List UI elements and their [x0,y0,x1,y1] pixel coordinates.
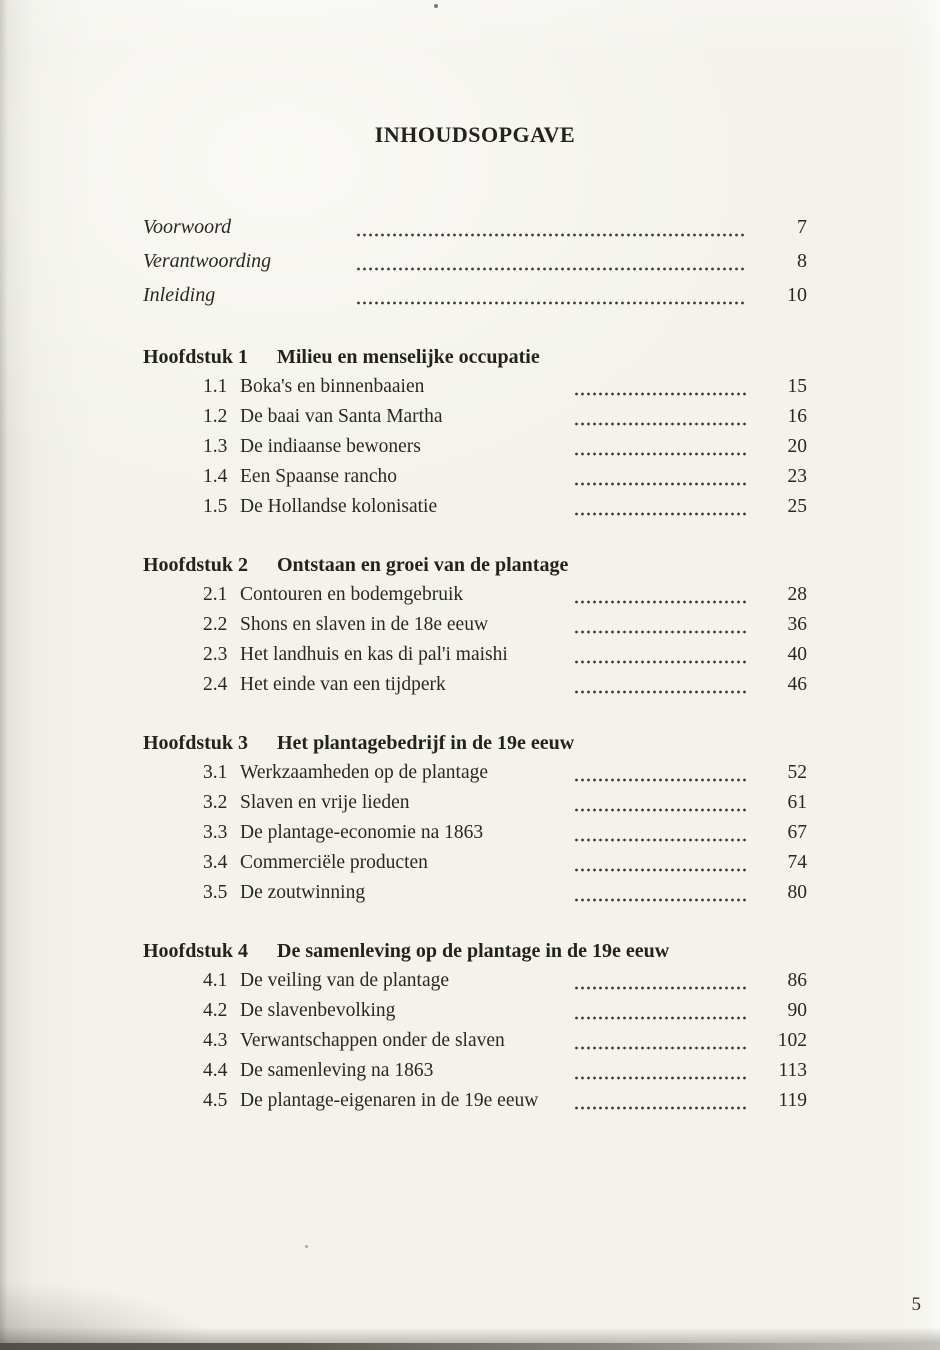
entry-title: De veiling van de plantage [240,970,450,991]
entry-page: 46 [787,674,807,695]
entry-number: 1.3 [203,436,228,457]
dot-leader [575,838,747,842]
entry-number: 4.4 [203,1060,228,1081]
entry-number: 2.1 [203,584,228,605]
chapter-label: Hoofdstuk 2 [143,554,249,576]
entry-title: Het einde van een tijdperk [240,674,446,695]
entry-number: 3.5 [203,882,228,903]
toc-entry [143,244,807,278]
entry-title: De zoutwinning [240,882,366,903]
entry-title: De baai van Santa Martha [240,406,443,427]
dot-leader [575,868,747,872]
entry-title: De samenleving na 1863 [240,1060,434,1081]
toc-entry [143,1056,807,1086]
chapter-label: Hoofdstuk 3 [143,732,249,754]
entry-title: Verantwoording [143,250,272,272]
chapter-heading [143,936,807,966]
entry-page: 40 [787,644,807,665]
entry-title: Boka's en binnenbaaien [240,376,425,397]
dot-leader [357,233,747,237]
toc-entry [143,372,807,402]
entry-page: 102 [777,1030,807,1051]
dot-leader [575,392,747,396]
dot-leader [575,1106,747,1110]
dot-leader [575,1016,747,1020]
dot-leader [575,1076,747,1080]
entry-page: 20 [787,436,807,457]
entry-page: 86 [787,970,807,991]
dot-leader [575,600,747,604]
entry-title: Werkzaamheden op de plantage [240,762,489,783]
dot-leader [575,630,747,634]
entry-number: 3.4 [203,852,228,873]
chapter-block [143,342,807,522]
scan-speck [434,4,438,8]
entry-page: 16 [787,406,807,427]
entry-title: Voorwoord [143,216,232,238]
entry-number: 3.2 [203,792,228,813]
chapter-heading [143,342,807,372]
toc-entry [143,848,807,878]
toc-entry [143,640,807,670]
chapter-heading [143,550,807,580]
entry-number: 1.1 [203,376,228,397]
entry-number: 3.3 [203,822,228,843]
entry-page: 25 [787,496,807,517]
dot-leader [575,452,747,456]
toc-page [143,122,807,1116]
dot-leader [575,1046,747,1050]
scan-edge-strip [0,1343,940,1350]
dot-leader [575,808,747,812]
toc-entry [143,1086,807,1116]
toc-entry [143,878,807,908]
entry-title: Het landhuis en kas di pal'i maishi [240,644,508,665]
entry-page: 52 [787,762,807,783]
front-matter-section [143,210,807,312]
entry-title: De plantage-economie na 1863 [240,822,484,843]
scan-corner-shadow [0,1280,220,1350]
toc-entry [143,278,807,312]
toc-entry [143,462,807,492]
toc-entry [143,758,807,788]
entry-number: 4.3 [203,1030,228,1051]
entry-number: 1.5 [203,496,228,517]
entry-page: 113 [778,1060,807,1081]
chapter-label: Hoofdstuk 1 [143,346,249,368]
entry-page: 23 [787,466,807,487]
chapter-block [143,728,807,908]
entry-title: Commerciële producten [240,852,428,873]
dot-leader [575,986,747,990]
toc-entry [143,432,807,462]
entry-title: Inleiding [143,284,216,306]
entry-page: 15 [787,376,807,397]
toc-entry [143,210,807,244]
entry-page: 67 [787,822,807,843]
dot-leader [575,482,747,486]
page-title: INHOUDSOPGAVE [374,122,576,147]
entry-page: 80 [787,882,807,903]
entry-number: 4.2 [203,1000,228,1021]
entry-page: 10 [787,284,807,306]
scan-speck [305,1245,308,1248]
entry-number: 3.1 [203,762,228,783]
entry-page: 28 [787,584,807,605]
chapter-block [143,936,807,1116]
entry-number: 1.2 [203,406,228,427]
chapter-heading [143,728,807,758]
toc-entry [143,996,807,1026]
toc-entry [143,580,807,610]
dot-leader [575,422,747,426]
entry-number: 2.3 [203,644,228,665]
toc-entry [143,1026,807,1056]
chapter-title: Het plantagebedrijf in de 19e eeuw [277,732,575,754]
toc-entry [143,788,807,818]
entry-page: 90 [787,1000,807,1021]
page-number: 5 [911,1294,921,1315]
chapter-label: Hoofdstuk 4 [143,940,249,962]
chapter-block [143,550,807,700]
toc-entry [143,492,807,522]
chapters-section [143,342,807,1116]
entry-title: De slavenbevolking [240,1000,396,1021]
toc-entry [143,670,807,700]
entry-title: De Hollandse kolonisatie [240,496,438,517]
toc-entry [143,610,807,640]
dot-leader [575,898,747,902]
entry-page: 61 [787,792,807,813]
dot-leader [575,512,747,516]
entry-number: 4.1 [203,970,228,991]
entry-page: 36 [787,614,807,635]
toc-entry [143,966,807,996]
entry-title: Shons en slaven in de 18e eeuw [240,614,489,635]
entry-page: 119 [778,1090,807,1111]
entry-page: 7 [797,216,807,238]
chapter-title: Milieu en menselijke occupatie [277,346,540,368]
entry-number: 2.2 [203,614,228,635]
entry-title: Een Spaanse rancho [240,466,398,487]
entry-title: De plantage-eigenaren in de 19e eeuw [240,1090,539,1111]
entry-number: 4.5 [203,1090,228,1111]
entry-title: De indiaanse bewoners [240,436,421,457]
toc-entry [143,818,807,848]
chapter-title: De samenleving op de plantage in de 19e eeuw [277,940,670,962]
chapter-title: Ontstaan en groei van de plantage [277,554,569,576]
entry-number: 2.4 [203,674,228,695]
entry-title: Slaven en vrije lieden [240,792,410,813]
dot-leader [575,690,747,694]
dot-leader [357,267,747,271]
dot-leader [575,660,747,664]
dot-leader [357,301,747,305]
entry-number: 1.4 [203,466,228,487]
entry-title: Contouren en bodemgebruik [240,584,464,605]
toc-entry [143,402,807,432]
entry-page: 8 [797,250,807,272]
entry-title: Verwantschappen onder de slaven [240,1030,505,1051]
dot-leader [575,778,747,782]
entry-page: 74 [787,852,807,873]
